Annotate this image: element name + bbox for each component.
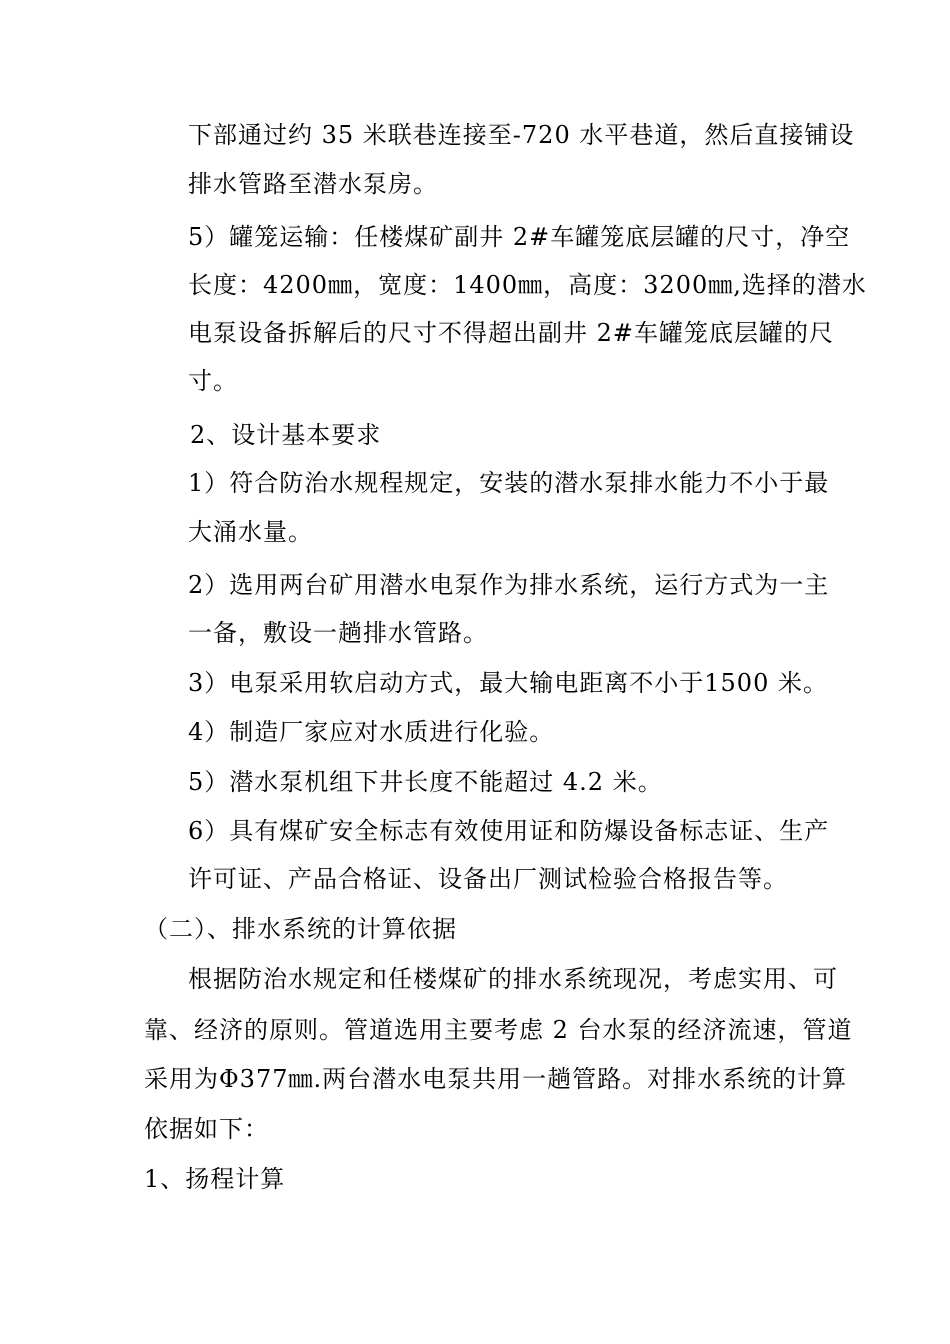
text-line-8: 1）符合防治水规程规定，安装的潜水泵排水能力不小于最 bbox=[188, 469, 830, 497]
section-heading-head-calculation: 1、扬程计算 bbox=[144, 1165, 286, 1193]
text-line-5: 电泵设备拆解后的尺寸不得超出副井 2#车罐笼底层罐的尺 bbox=[188, 319, 835, 347]
text-line-4: 长度：4200㎜，宽度：1400㎜，高度：3200㎜,选择的潜水 bbox=[188, 271, 867, 299]
text-line-3: 5）罐笼运输：任楼煤矿副井 2#车罐笼底层罐的尺寸，净空 bbox=[188, 223, 851, 251]
text-line-21: 依据如下： bbox=[144, 1115, 269, 1143]
text-line-19: 靠、经济的原则。管道选用主要考虑 2 台水泵的经济流速，管道 bbox=[144, 1016, 853, 1044]
text-line-12: 3）电泵采用软启动方式，最大输电距离不小于1500 米。 bbox=[188, 669, 828, 697]
text-line-11: 一备，敷设一趟排水管路。 bbox=[188, 619, 488, 647]
text-line-1: 下部通过约 35 米联巷连接至-720 水平巷道，然后直接铺设 bbox=[188, 121, 855, 149]
text-line-18: 根据防治水规定和任楼煤矿的排水系统现况，考虑实用、可 bbox=[188, 965, 838, 993]
text-line-15: 6）具有煤矿安全标志有效使用证和防爆设备标志证、生产 bbox=[188, 817, 830, 845]
text-line-20: 采用为Φ377㎜.两台潜水电泵共用一趟管路。对排水系统的计算 bbox=[144, 1065, 848, 1093]
section-heading-design-requirements: 2、设计基本要求 bbox=[190, 421, 382, 449]
text-line-10: 2）选用两台矿用潜水电泵作为排水系统，运行方式为一主 bbox=[188, 571, 830, 599]
section-heading-calculation-basis: （二）、排水系统的计算依据 bbox=[144, 915, 457, 943]
text-line-13: 4）制造厂家应对水质进行化验。 bbox=[188, 718, 555, 746]
text-line-16: 许可证、产品合格证、设备出厂测试检验合格报告等。 bbox=[188, 865, 788, 893]
text-line-14: 5）潜水泵机组下井长度不能超过 4.2 米。 bbox=[188, 768, 663, 796]
text-line-6: 寸。 bbox=[188, 367, 238, 395]
text-line-2: 排水管路至潜水泵房。 bbox=[188, 170, 438, 198]
text-line-9: 大涌水量。 bbox=[188, 518, 313, 546]
